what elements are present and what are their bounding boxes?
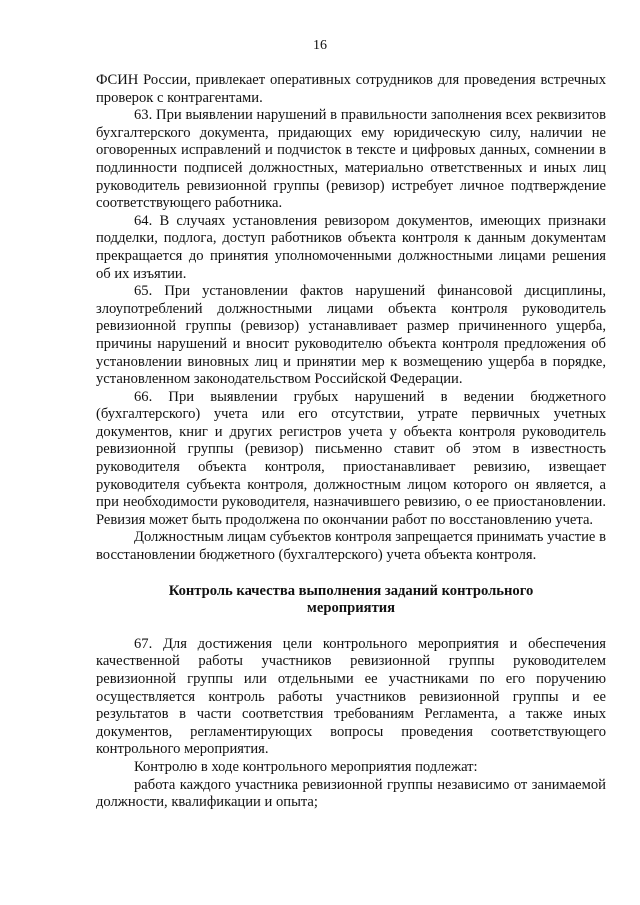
page-number: 16: [313, 38, 327, 53]
heading-line: Контроль качества выполнения заданий контрольного: [168, 582, 534, 599]
paragraph-64: 64. В случаях установления ревизором документов, имеющих признаки подделки, подлога, доступ работников объекта контроля к данным документам прекращается до принятия уполномоченными должностными лицами решения об их изъятии.: [96, 212, 606, 282]
paragraph: Контролю в ходе контрольного мероприятия подлежат:: [134, 758, 478, 775]
section-heading: [96, 583, 606, 618]
heading-line: мероприятия: [306, 600, 396, 617]
paragraph-63: 63. При выявлении нарушений в правильности заполнения всех реквизитов бухгалтерского документа, придающих ему юридическую силу, наличии не оговоренных исправлений и подчисток в тексте и цифровых данных, сомнении в подлинности подписей должностных, материально ответственных и иных лиц руководитель ревизионной группы (ревизор) истребует личное подтверждение соответствующего работника.: [96, 107, 606, 212]
body-text-after: [96, 636, 606, 812]
paragraph-67: 67. Для достижения цели контрольного мероприятия и обеспечения качественной работы участников ревизионной группы руководителем ревизионной группы или отдельными ее участниками по его поручению осуществляется контроль работы участников ревизионной группы и ее результатов в части соответствия требованиям Регламента, а также иных документов, регламентирующих вопросы проведения соответствующего контрольного мероприятия.: [96, 635, 606, 758]
paragraph-66: 66. При выявлении грубых нарушений в ведении бюджетного (бухгалтерского) учета или его отсутствии, утрате первичных учетных документов, книг и других регистров учета у объекта контроля руководитель ревизионной группы (ревизор) письменно ставит об этом в известность руководителя объекта контроля, приостанавливает ревизию, извещает руководителя субъекта контроля, должностным лицом которого он является, а при необходимости руководителя, назначившего ревизию, о ее приостановлении. Ревизия может быть продолжена по окончании работ по восстановлению учета.: [96, 388, 606, 528]
paragraph: работа каждого участника ревизионной группы независимо от занимаемой должности, квалификации и опыта;: [96, 776, 606, 811]
paragraph-65: 65. При установлении фактов нарушений финансовой дисциплины, злоупотреблений должностными лицами объекта контроля руководитель ревизионной группы (ревизор) устанавливает размер причиненного ущерба, причины нарушений и вносит руководителю объекта контроля предложения об установлении виновных лиц и принятии мер к возмещению ущерба в порядке, установленном законодательством Российской Федерации.: [96, 283, 606, 388]
body-text-before: [96, 72, 606, 565]
paragraph: Должностным лицам субъектов контроля запрещается принимать участие в восстановлении бюджетного (бухгалтерского) учета объекта контроля.: [96, 529, 606, 564]
paragraph: ФСИН России, привлекает оперативных сотрудников для проведения встречных проверок с контрагентами.: [96, 72, 606, 106]
